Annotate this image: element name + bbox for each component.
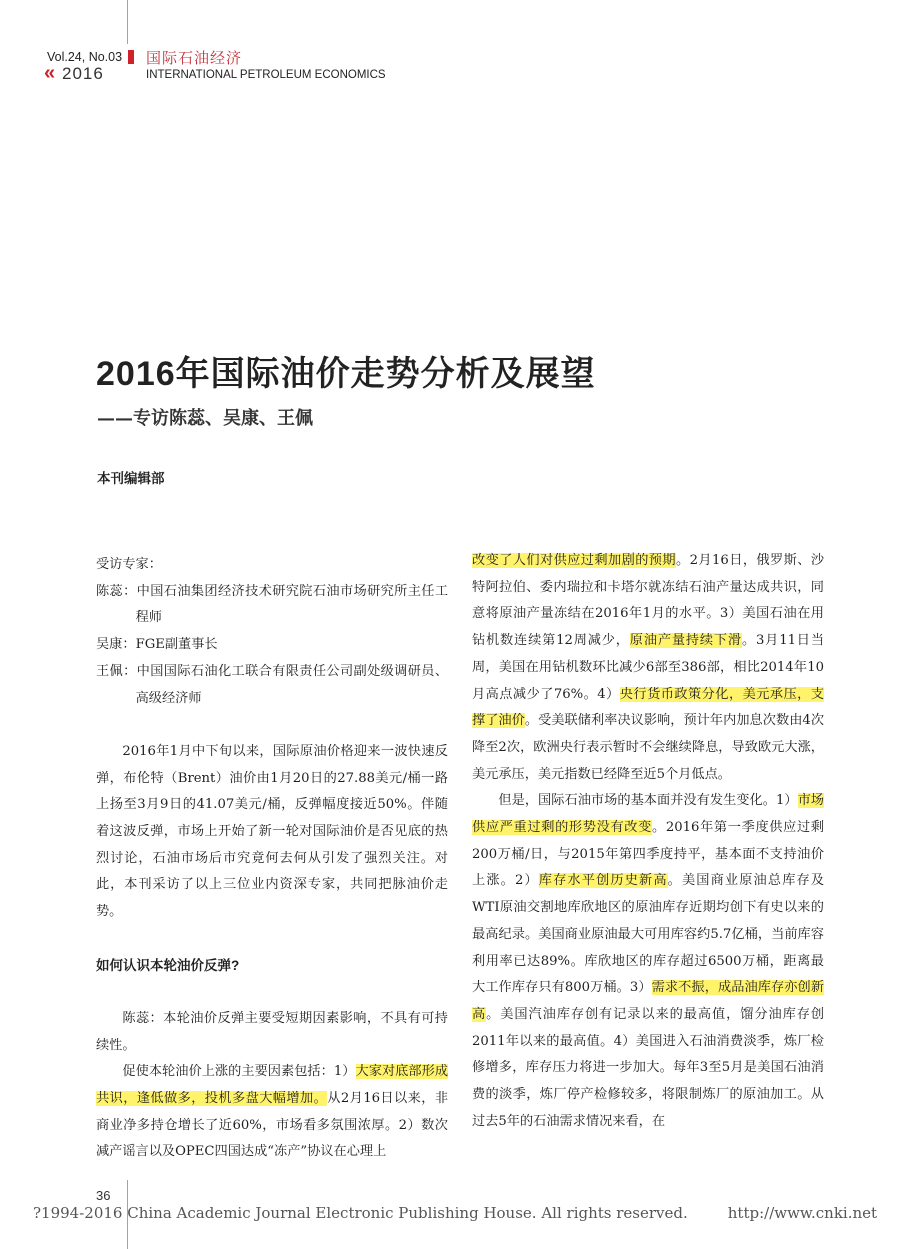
- expert-item: 王佩：中国国际石油化工联合有限责任公司副处级调研员、高级经济师: [96, 663, 449, 706]
- highlight-text: 库存水平创历史新高: [538, 873, 668, 889]
- copyright-text: ?1994-2016 China Academic Journal Electronic Publishing House. All rights reserved.: [33, 1204, 688, 1222]
- factors-paragraph-part1: 促使本轮油价上涨的主要因素包括：1）大家对底部形成共识，逢低做多，投机多盘大幅增加。从2月16日以来，非商业净多持仓增长了近60%，市场看多氛围浓厚。2）数次减产谣言以及OPEC四国达成“冻产”协议在心理上: [96, 1064, 449, 1160]
- expert-item: 陈蕊：中国石油集团经济技术研究院石油市场研究所主任工程师: [96, 583, 449, 626]
- article-author: 本刊编辑部: [97, 471, 165, 486]
- experts-heading: 受访专家：: [96, 557, 162, 572]
- page-number: 36: [96, 1188, 111, 1203]
- answer-paragraph: 陈蕊：本轮油价反弹主要受短期因素影响，不具有可持续性。: [96, 1010, 448, 1053]
- highlight-text: 市场供应严重过剩的形势没有改变: [472, 793, 824, 836]
- highlight-text: 央行货币政策分化，美元承压，支撑了油价: [472, 686, 825, 729]
- right-column: [472, 548, 824, 1135]
- chevron-left-icon: «: [44, 62, 56, 84]
- highlight-text: 大家对底部形成共识，逢低做多，投机多盘大幅增加。: [96, 1064, 449, 1107]
- factors-paragraph-part2: 改变了人们对供应过剩加剧的预期。2月16日，俄罗斯、沙特阿拉伯、委内瑞拉和卡塔尔就冻结石油产量达成共识，同意将原油产量冻结在2016年1月的水平。3）美国石油在用钻机数连续第12周减少，原油产量持续下滑。3月11日当周，美国在用钻机数环比减少6部至386部，相比2014年10月高点减少了76%。4）央行货币政策分化，美元承压，支撑了油价。受美联储利率决议影响，预计年内加息次数由4次降至2次，欧洲央行表示暂时不会继续降息，导致欧元大涨，美元承压，美元指数已经降至近5个月低点。: [472, 553, 825, 782]
- fundamentals-paragraph: 但是，国际石油市场的基本面并没有发生变化。1）市场供应严重过剩的形势没有改变。2016年第一季度供应过剩200万桶/日，与2015年第四季度持平，基本面不支持油价上涨。2）库存水平创历史新高。美国商业原油总库存及WTI原油交割地库欣地区的原油库存近期均创下有史以来的最高纪录。美国商业原油最大可用库容约5.7亿桶，当前库容利用率已达89%。库欣地区的库存超过6500万桶，距离最大工作库存只有800万桶。3）需求不振，成品油库存亦创新高。美国汽油库存创有记录以来的最高值，馏分油库存创2011年以来的最高值。4）美国进入石油消费淡季，炼厂检修增多，库存压力将进一步加大。每年3至5月是美国石油消费的淡季，炼厂停产检修较多，将限制炼厂的原油加工。从过去5年的石油需求情况来看，在: [472, 793, 825, 1129]
- issue-year: 2016: [62, 64, 104, 83]
- intro-paragraph: 2016年1月中下旬以来，国际原油价格迎来一波快速反弹，布伦特（Brent）油价由1月20日的27.88美元/桶一路上扬至3月9日的41.07美元/桶，反弹幅度接近50%。伴随着这波反弹，市场上开始了新一轮对国际油价是否见底的热烈讨论，石油市场后市究竟何去何从引发了强烈关注。对此，本刊采访了以上三位业内资深专家，共同把脉油价走势。: [96, 743, 448, 920]
- volume-label: Vol.24, No.03: [47, 50, 123, 64]
- header-divider-line: [127, 0, 128, 44]
- highlight-text: 改变了人们对供应过剩加剧的预期: [472, 553, 677, 568]
- journal-name-en: INTERNATIONAL PETROLEUM ECONOMICS: [146, 69, 386, 81]
- section-heading: 如何认识本轮油价反弹?: [96, 957, 240, 973]
- article-subtitle: ——专访陈蕊、吴康、王佩: [97, 408, 313, 429]
- journal-name-cn: 国际石油经济: [146, 50, 243, 67]
- highlight-text: 需求不振，成品油库存亦创新高: [472, 980, 825, 1022]
- left-column: [96, 552, 448, 1166]
- cnki-link[interactable]: http://www.cnki.net: [727, 1204, 878, 1222]
- expert-item: 吴康：FGE副董事长: [96, 637, 218, 653]
- copyright-footer: [33, 1204, 877, 1222]
- highlight-text: 原油产量持续下滑: [629, 633, 742, 649]
- header-red-mark: [128, 50, 134, 64]
- article-title: 2016年国际油价走势分析及展望: [96, 355, 596, 393]
